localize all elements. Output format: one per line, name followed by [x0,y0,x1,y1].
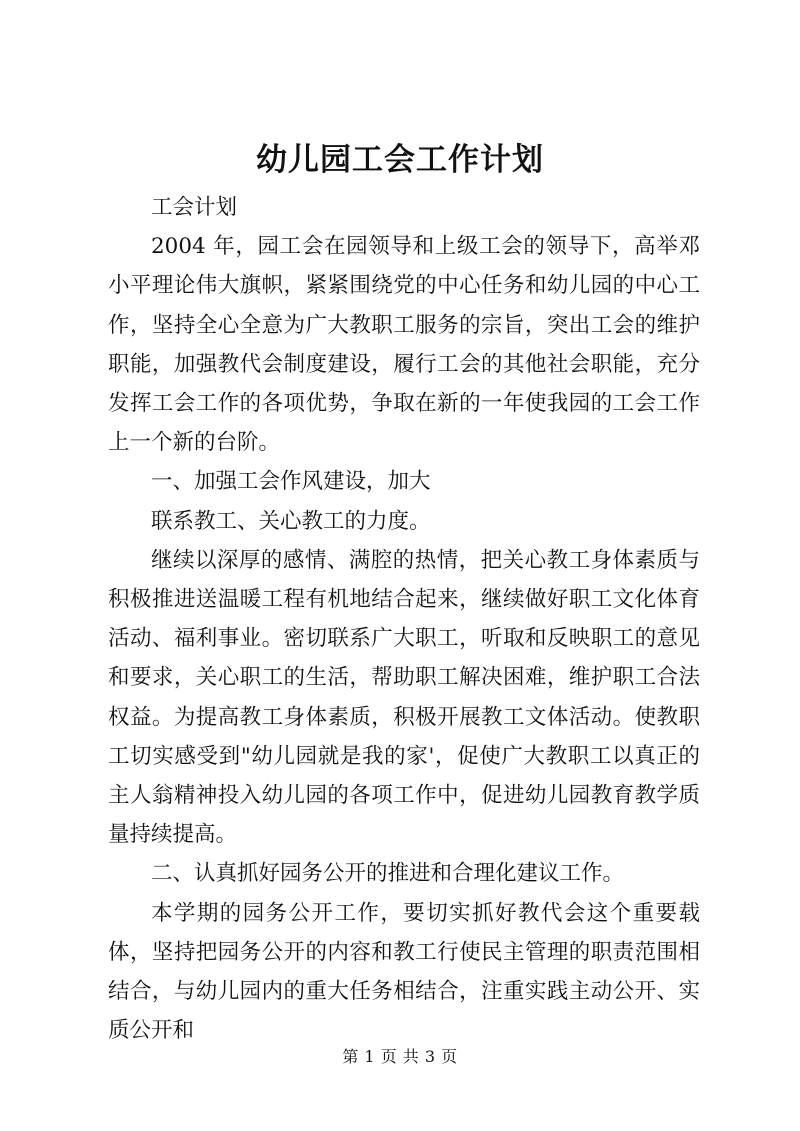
document-title: 幼儿园工会工作计划 [256,142,544,178]
paragraph-section-2: 本学期的园务公开工作，要切实抓好教代会这个重要载体，坚持把园务公开的内容和教工行使民主管理的职责范围相结合，与幼儿园内的重大任务相结合，注重实践主动公开、实质公开和 [108,900,700,1044]
paragraph-section-1: 继续以深厚的感情、满腔的热情，把关心教工身体素质与积极推进送温暖工程有机地结合起来，继续做好职工文化体育活动、福利事业。密切联系广大职工，听取和反映职工的意见和要求，关心职工的生活，帮助职工解决困难，维护职工合法权益。为提高教工身体素质，积极开展教工文体活动。使教职工切实感受到"幼儿园就是我的家'，促使广大教职工以真正的主人翁精神投入幼儿园的各项工作中，促进幼儿园教育教学质量持续提高。 [108,547,700,848]
page-footer: 第 1 页 共 3 页 [342,1047,458,1066]
document-body [108,188,700,1050]
section-heading-2: 二、认真抓好园务公开的推进和合理化建议工作。 [151,861,625,887]
section-heading-1a: 一、加强工会作风建设，加大 [151,469,431,495]
section-heading-1b: 联系教工、关心教工的力度。 [151,508,431,534]
paragraph-subtitle: 工会计划 [151,195,238,220]
paragraph-intro: 2004 年，园工会在园领导和上级工会的领导下，高举邓小平理论伟大旗帜，紧紧围绕党的中心任务和幼儿园的中心工作，坚持全心全意为广大教职工服务的宗旨，突出工会的维护职能，加强教代会制度建设，履行工会的其他社会职能，充分发挥工会工作的各项优势，争取在新的一年使我园的工会工作上一个新的台阶。 [108,234,700,456]
